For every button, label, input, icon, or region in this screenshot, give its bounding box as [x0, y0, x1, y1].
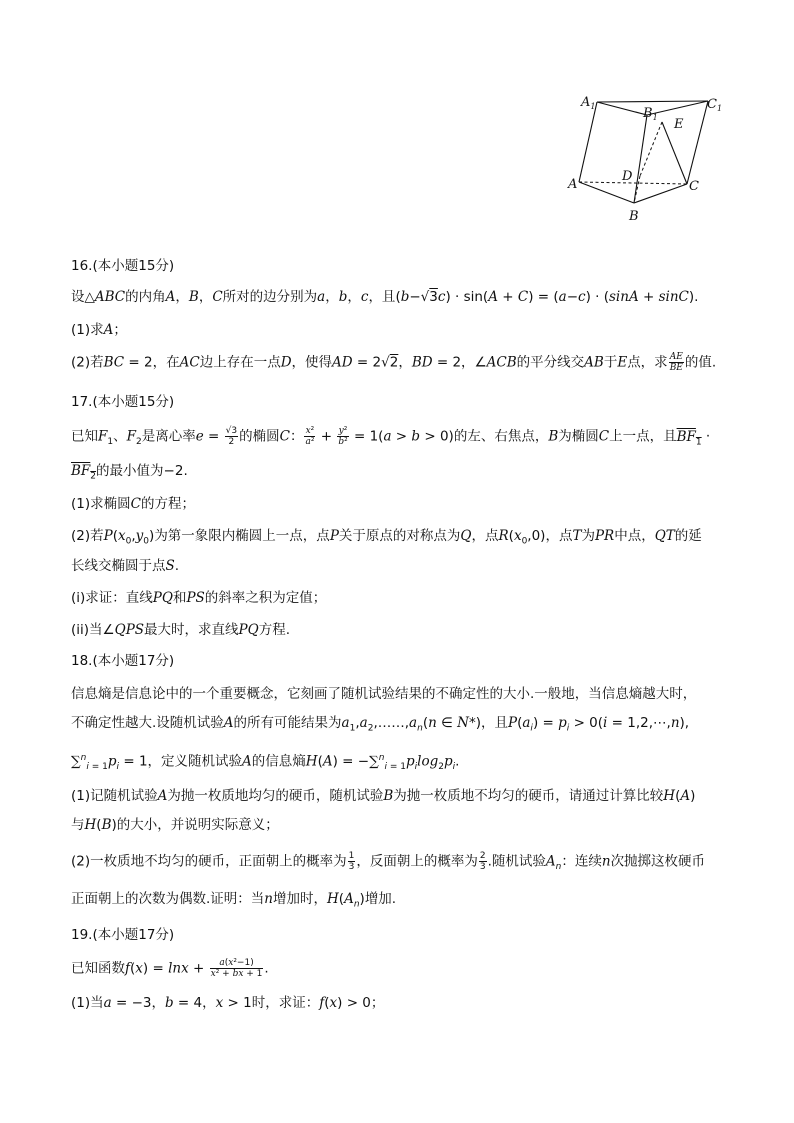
q16-heading: 16.(本小题15分) [71, 258, 175, 274]
q19-heading: 19.(本小题17分) [71, 927, 175, 943]
q17-heading: 17.(本小题15分) [71, 394, 175, 410]
q17-stem-line2: $BF_2$的最小值为−2. [71, 463, 188, 482]
q17-part2-i: (i)求证：直线PQ和PS的斜率之积为定值； [71, 590, 327, 606]
q18-intro-line3: $\sum^n_{i = 1}p_i = 1$，定义随机试验A的信息熵$H(A) = -\sum^n_{i = 1}p_i\log_2p_i$. [71, 753, 460, 773]
label-C1: $C_1$ [707, 97, 723, 113]
q17-part2-line2: 长线交椭圆于点S. [71, 558, 180, 574]
label-A1: $A_1$ [581, 95, 596, 111]
label-A: A [568, 177, 578, 192]
label-C: C [689, 179, 699, 194]
q18-part1-line2: 与H(B)的大小，并说明实际意义； [71, 817, 279, 833]
q16-stem: 设△ABC的内角A，B，C所对的边分别为a，b，c，且(b−√3c) · sin(A + C) = (a−c) · (sinA + sinC). [71, 289, 699, 305]
q17-stem-line1: 已知$F_1$、$F_2$是离心率e = $\frac{√3}{2}$ 的椭圆C： $\frac{\text{x²}}{\text{a²}}$ + $\frac{\text{y²}}{\text{b²}}$ = 1(a > b > 0)的左、右焦点，B为椭圆C上一点，且$BF_1$ · [71, 426, 711, 448]
label-B1: $B_1$ [643, 106, 658, 122]
q18-part1-line1: (1)记随机试验A为抛一枚质地均匀的硬币，随机试验B为抛一枚质地不均匀的硬币，请通过计算比较H(A) [71, 788, 696, 804]
label-E: E [674, 117, 684, 132]
q16-part2: (2)若BC = 2，在AC边上存在一点D，使得AD = 2√2，BD = 2，∠ACB的平分线交AB于E点，求 $\frac{AE}{BE}$ 的值. [71, 352, 717, 373]
prism-figure [566, 90, 728, 226]
prism-diagram [566, 90, 728, 226]
q18-part2-line1: (2)一枚质地不均匀的硬币，正面朝上的概率为 $\frac{1}{3}$ ，反面朝上的概率为 $\frac{2}{3}$ .随机试验$A_n$：连续n次抛掷这枚硬币 [71, 851, 706, 873]
q17-part2-line1: (2)若$P(x_0,y_0)$为第一象限内椭圆上一点，点P关于原点的对称点为Q，点$R(x_0,0)$，点T为PR中点，QT的延 [71, 528, 702, 547]
q19-part1: (1)当a = −3，b = 4，x > 1时，求证：f(x) > 0； [71, 995, 385, 1011]
label-B: B [629, 209, 639, 224]
q18-intro-line2: 不确定性越大.设随机试验A的所有可能结果为$a_1,a_2,\dots\dots,a_n(n$ ∈ N*)，且$P(a_i) = p_i > 0(i$ = 1,2,⋯,n), [71, 715, 690, 734]
q17-part2-ii: (ii)当∠QPS最大时，求直线PQ方程. [71, 622, 290, 638]
q17-part1: (1)求椭圆C的方程； [71, 496, 195, 512]
q18-part2-line2: 正面朝上的次数为偶数.证明：当n增加时，$H(A_n)$增加. [71, 891, 397, 910]
label-D: D [622, 169, 633, 184]
q16-part1: (1)求A； [71, 322, 127, 338]
q19-stem: 已知函数f(x) = lnx + $\frac{\text{a(x²−1)}}{\text{x² + bx + 1}}$ . [71, 958, 269, 979]
q18-heading: 18.(本小题17分) [71, 653, 175, 669]
q18-intro-line1: 信息熵是信息论中的一个重要概念，它刻画了随机试验结果的不确定性的大小.一般地，当信息熵越大时， [71, 686, 697, 702]
